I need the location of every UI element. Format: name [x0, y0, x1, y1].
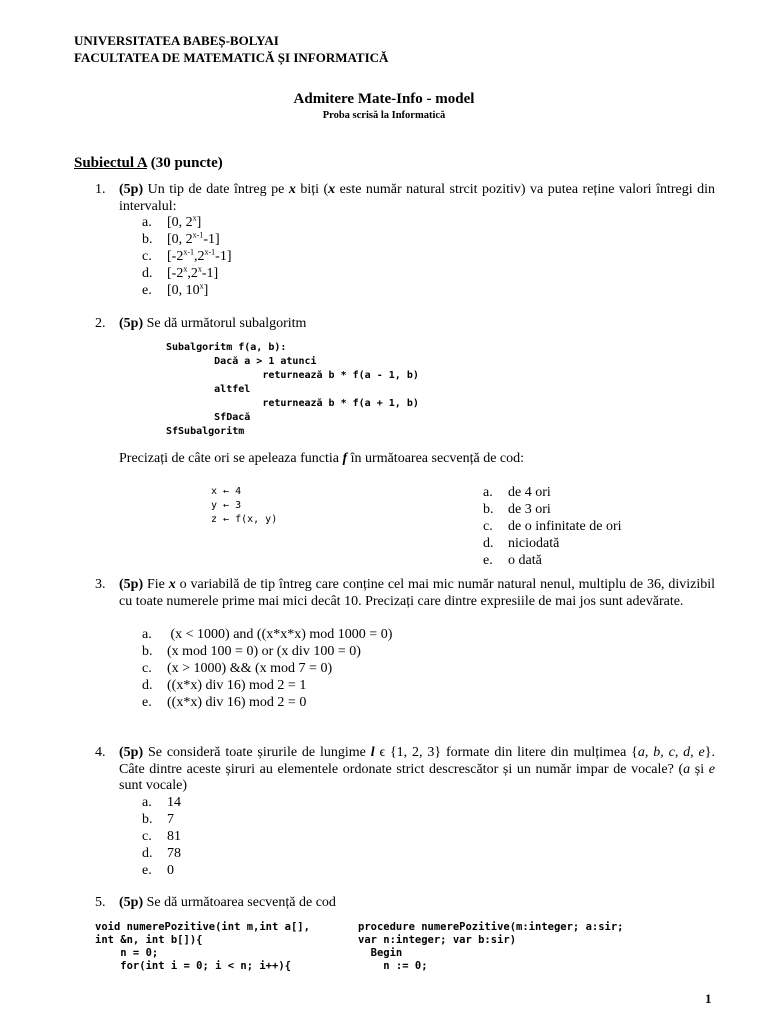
option-text: (x mod 100 = 0) or (x div 100 = 0) — [167, 644, 361, 659]
question-text — [119, 577, 715, 610]
answer-option — [483, 519, 622, 536]
option-text: ((x*x) div 16) mod 2 = 0 — [167, 695, 307, 710]
question-number: 5. — [95, 895, 106, 910]
variable: x — [168, 577, 176, 592]
option-label: c. — [142, 829, 152, 844]
code-line: procedure numerePozitive(m:integer; a:sir; — [358, 921, 624, 933]
question-2-prompt — [119, 451, 719, 468]
question-points: (5p) — [119, 577, 144, 592]
section-heading — [74, 155, 223, 172]
subalgorithm-code — [166, 341, 419, 439]
option-text: ] — [196, 215, 202, 230]
option-label: d. — [142, 678, 153, 693]
exponent: x-1 — [183, 247, 194, 257]
option-label: d. — [483, 536, 494, 551]
answer-option — [142, 283, 208, 300]
text-fragment: și — [690, 761, 709, 777]
answer-option — [142, 627, 392, 644]
code-line: x ← 4 — [211, 486, 242, 497]
c-code — [95, 921, 310, 973]
option-text: -1] — [215, 249, 232, 264]
text-fragment: Precizați de câte ori se apeleaza functia — [119, 451, 343, 466]
question-number: 2. — [95, 316, 106, 331]
page-number: 1 — [705, 991, 712, 1006]
code-line: void numerePozitive(int m,int a[], — [95, 921, 310, 933]
question-3 — [95, 577, 715, 610]
text-fragment: sunt vocale) — [119, 778, 188, 794]
text-fragment: biți ( — [295, 182, 329, 197]
answer-option — [142, 266, 218, 283]
option-text: ,2 — [194, 249, 205, 264]
option-label: b. — [142, 644, 153, 659]
option-label: b. — [483, 502, 494, 517]
pascal-code — [358, 921, 624, 973]
option-label: c. — [142, 661, 152, 676]
code-line: SfSubalgoritm — [166, 426, 245, 437]
text-fragment: Se dă următoarea secvență de cod — [143, 895, 336, 910]
question-2 — [95, 316, 715, 333]
variable: l — [370, 745, 375, 760]
text-fragment: o variabilă de tip întreg care conține cel mai mic număr natural nenul, multiplu de 36, divizibil cu toate numerele prime mai mici decât 10. Precizați care dintre expresiile de mai jos sunt adevărate. — [119, 577, 715, 609]
document-subtitle: Proba scrisă la Informatică — [322, 110, 446, 121]
option-text: de 4 ori — [508, 485, 551, 500]
answer-option — [142, 232, 220, 249]
answer-option — [142, 695, 306, 712]
answer-option — [142, 846, 181, 863]
set-elements: a, b, c, d, e — [637, 745, 705, 760]
text-fragment: ϵ {1, 2, 3} formate din litere din mulțimea { — [374, 745, 638, 760]
question-number: 4. — [95, 745, 106, 760]
question-text — [119, 316, 715, 333]
option-text: niciodată — [508, 536, 560, 551]
option-text: ((x*x) div 16) mod 2 = 1 — [167, 678, 307, 693]
option-text: 7 — [167, 812, 174, 827]
variable: f — [342, 451, 348, 466]
question-number: 3. — [95, 577, 106, 592]
section-points: (30 puncte) — [150, 155, 223, 171]
variable: x — [288, 182, 296, 197]
code-line: Subalgoritm f(a, b): — [166, 342, 287, 353]
code-line: returnează b * f(a + 1, b) — [166, 398, 419, 409]
text-fragment: în următoarea secvență de cod: — [347, 451, 525, 466]
exponent: x — [199, 281, 204, 291]
option-label: b. — [142, 232, 153, 247]
option-text: (x > 1000) && (x mod 7 = 0) — [167, 661, 333, 676]
option-label: a. — [142, 627, 152, 642]
question-points: (5p) — [119, 316, 144, 331]
code-line: var n:integer; var b:sir) — [358, 934, 517, 946]
option-label: c. — [483, 519, 493, 534]
option-label: e. — [142, 863, 152, 878]
question-text — [119, 745, 715, 795]
option-label: e. — [483, 553, 493, 568]
text-fragment: Un tip de date întreg pe — [143, 182, 289, 197]
exponent: x-1 — [204, 247, 216, 257]
option-label: e. — [142, 695, 152, 710]
answer-option — [142, 795, 181, 812]
option-text: 14 — [167, 795, 181, 810]
exponent: x-1 — [192, 230, 204, 240]
document-title: Admitere Mate-Info - model — [293, 91, 475, 107]
code-line: n := 0; — [358, 960, 428, 972]
variable: a — [683, 761, 691, 777]
option-label: a. — [142, 215, 152, 230]
answer-option — [142, 249, 232, 266]
university-name: UNIVERSITATEA BABEȘ-BOLYAI — [74, 33, 279, 48]
code-line: int &n, int b[]){ — [95, 934, 203, 946]
answer-option — [483, 553, 542, 570]
question-points: (5p) — [119, 745, 144, 760]
exponent: x — [183, 264, 188, 274]
option-text: [0, 2 — [167, 232, 193, 247]
code-line: z ← f(x, y) — [211, 514, 278, 525]
code-snippet — [211, 485, 277, 527]
option-text: o dată — [508, 553, 542, 568]
option-text: ,2 — [187, 266, 198, 281]
answer-option — [483, 502, 551, 519]
option-text: de 3 ori — [508, 502, 551, 517]
option-text: 0 — [167, 863, 174, 878]
text-fragment: este număr natural strcit pozitiv) va putea reține valori întregi din intervalul: — [119, 182, 715, 214]
section-name: Subiectul A — [74, 155, 147, 171]
option-text: [-2 — [167, 249, 184, 264]
answer-option — [142, 644, 361, 661]
option-text: -1] — [201, 266, 219, 281]
option-text: 78 — [167, 846, 181, 861]
answer-option — [142, 829, 181, 846]
text-fragment: Se consideră toate șirurile de lungime — [143, 745, 371, 760]
text-fragment: }. Câte dintre aceste șiruri au elementele ordonate strict descrescător și un număr impar de vocale? ( — [119, 745, 715, 777]
option-text: [0, 2 — [167, 215, 193, 230]
option-label: d. — [142, 266, 153, 281]
question-4 — [95, 745, 715, 795]
question-text — [119, 182, 715, 215]
code-line: n = 0; — [95, 947, 159, 959]
answer-option — [142, 661, 332, 678]
option-text: 81 — [167, 829, 181, 844]
option-text: [-2 — [167, 266, 184, 281]
exponent: x — [192, 213, 197, 223]
exponent: x — [197, 264, 202, 274]
question-text — [119, 895, 715, 912]
text-fragment: Se dă următorul subalgoritm — [143, 316, 307, 331]
question-1 — [95, 182, 715, 215]
code-line: SfDacă — [166, 412, 251, 423]
option-label: a. — [142, 795, 152, 810]
variable: e — [708, 761, 715, 777]
code-line: y ← 3 — [211, 500, 242, 511]
answer-option — [142, 863, 174, 880]
option-text: ] — [203, 283, 209, 298]
option-text: -1] — [203, 232, 220, 247]
answer-option — [142, 812, 174, 829]
code-line: Dacă a > 1 atunci — [166, 356, 317, 367]
answer-option — [142, 678, 306, 695]
option-label: e. — [142, 283, 152, 298]
code-line: for(int i = 0; i < n; i++){ — [95, 960, 291, 972]
code-line: returnează b * f(a - 1, b) — [166, 370, 419, 381]
option-text: de o infinitate de ori — [508, 519, 622, 534]
option-label: c. — [142, 249, 152, 264]
option-text: (x < 1000) and ((x*x*x) mod 1000 = 0) — [167, 627, 393, 642]
question-points: (5p) — [119, 182, 144, 197]
answer-option — [483, 485, 551, 502]
code-line: Begin — [358, 947, 403, 959]
code-line: altfel — [166, 384, 251, 395]
option-label: a. — [483, 485, 493, 500]
variable: x — [328, 182, 336, 197]
option-label: b. — [142, 812, 153, 827]
question-number: 1. — [95, 182, 106, 197]
question-5 — [95, 895, 715, 912]
answer-option — [483, 536, 559, 553]
answer-option — [142, 215, 201, 232]
option-text: [0, 10 — [167, 283, 200, 298]
question-points: (5p) — [119, 895, 144, 910]
faculty-name: FACULTATEA DE MATEMATICĂ ȘI INFORMATICĂ — [74, 50, 389, 65]
text-fragment: Fie — [143, 577, 169, 592]
option-label: d. — [142, 846, 153, 861]
